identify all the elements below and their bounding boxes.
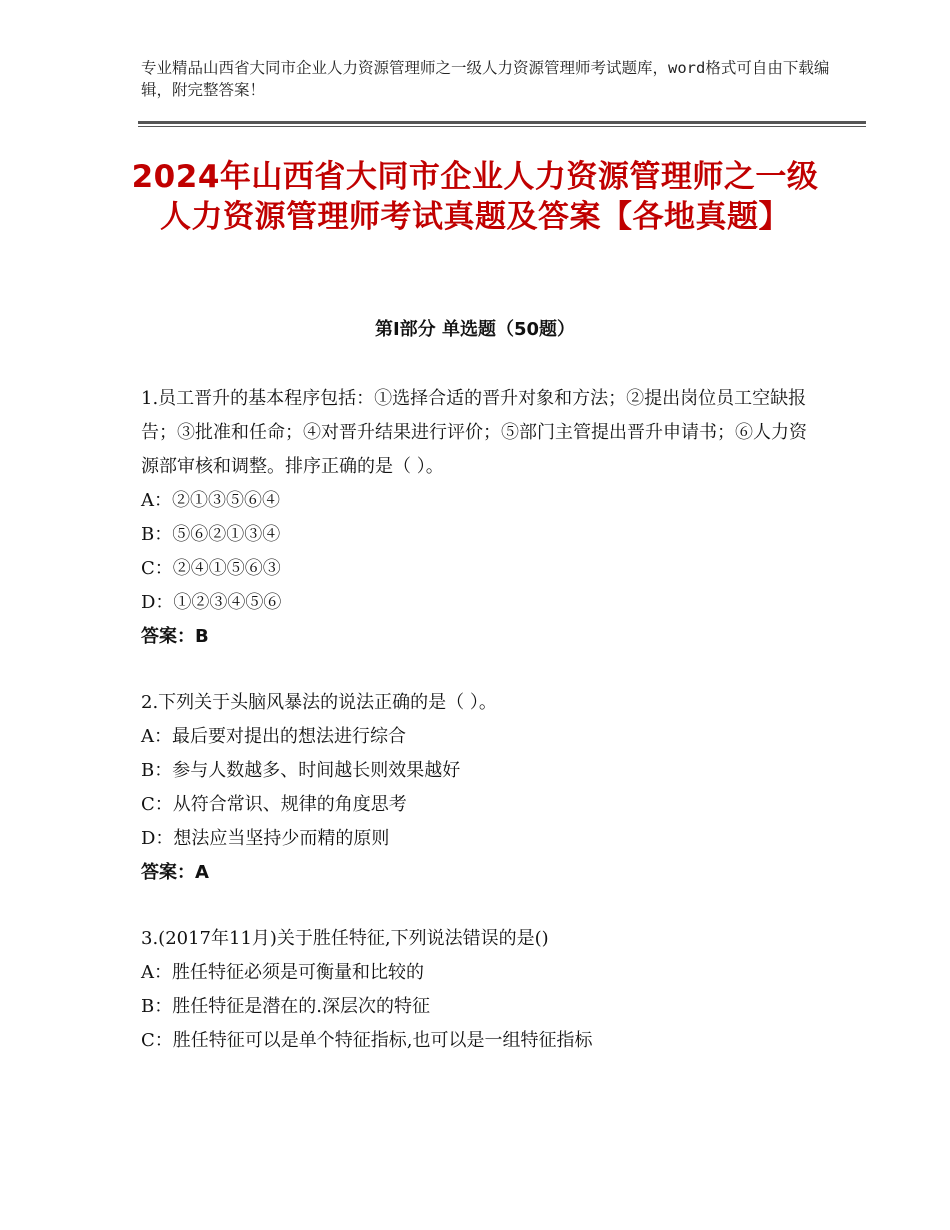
option-a: A：②①③⑤⑥④: [141, 490, 280, 511]
question-stem: 3.(2017年11月)关于胜任特征,下列说法错误的是(): [141, 928, 549, 949]
option-c: C：胜任特征可以是单个特征指标,也可以是一组特征指标: [141, 1030, 593, 1051]
header-divider-thin: [138, 126, 866, 127]
question-list: [141, 382, 821, 1090]
option-c: C：从符合常识、规律的角度思考: [141, 794, 407, 815]
option-d: D：①②③④⑤⑥: [141, 592, 282, 613]
section-heading: 第Ⅰ部分 单选题（50题）: [374, 319, 575, 340]
option-a: A：最后要对提出的想法进行综合: [141, 726, 406, 747]
answer-label: 答案：A: [141, 862, 209, 883]
header-divider-thick: [138, 121, 866, 124]
option-a: A：胜任特征必须是可衡量和比较的: [141, 962, 424, 983]
question-2: [141, 686, 821, 890]
option-b: B：胜任特征是潜在的.深层次的特征: [141, 996, 430, 1017]
answer-label: 答案：B: [141, 626, 209, 647]
header-note: 专业精品山西省大同市企业人力资源管理师之一级人力资源管理师考试题库，word格式可自由下载编辑，附完整答案！: [141, 59, 830, 99]
question-3: [141, 922, 821, 1058]
option-c: C：②④①⑤⑥③: [141, 558, 281, 579]
option-b: B：⑤⑥②①③④: [141, 524, 281, 545]
option-d: D：想法应当坚持少而精的原则: [141, 828, 390, 849]
question-1: [141, 382, 821, 654]
document-title: 2024年山西省大同市企业人力资源管理师之一级人力资源管理师考试真题及答案【各地真题】: [131, 159, 819, 235]
question-stem: 2.下列关于头脑风暴法的说法正确的是（ ）。: [141, 692, 497, 713]
question-stem: 1.员工晋升的基本程序包括：①选择合适的晋升对象和方法；②提出岗位员工空缺报告；③批准和任命；④对晋升结果进行评价；⑤部门主管提出晋升申请书；⑥人力资源部审核和调整。排序正确的是（ ）。: [141, 388, 807, 477]
option-b: B：参与人数越多、时间越长则效果越好: [141, 760, 461, 781]
